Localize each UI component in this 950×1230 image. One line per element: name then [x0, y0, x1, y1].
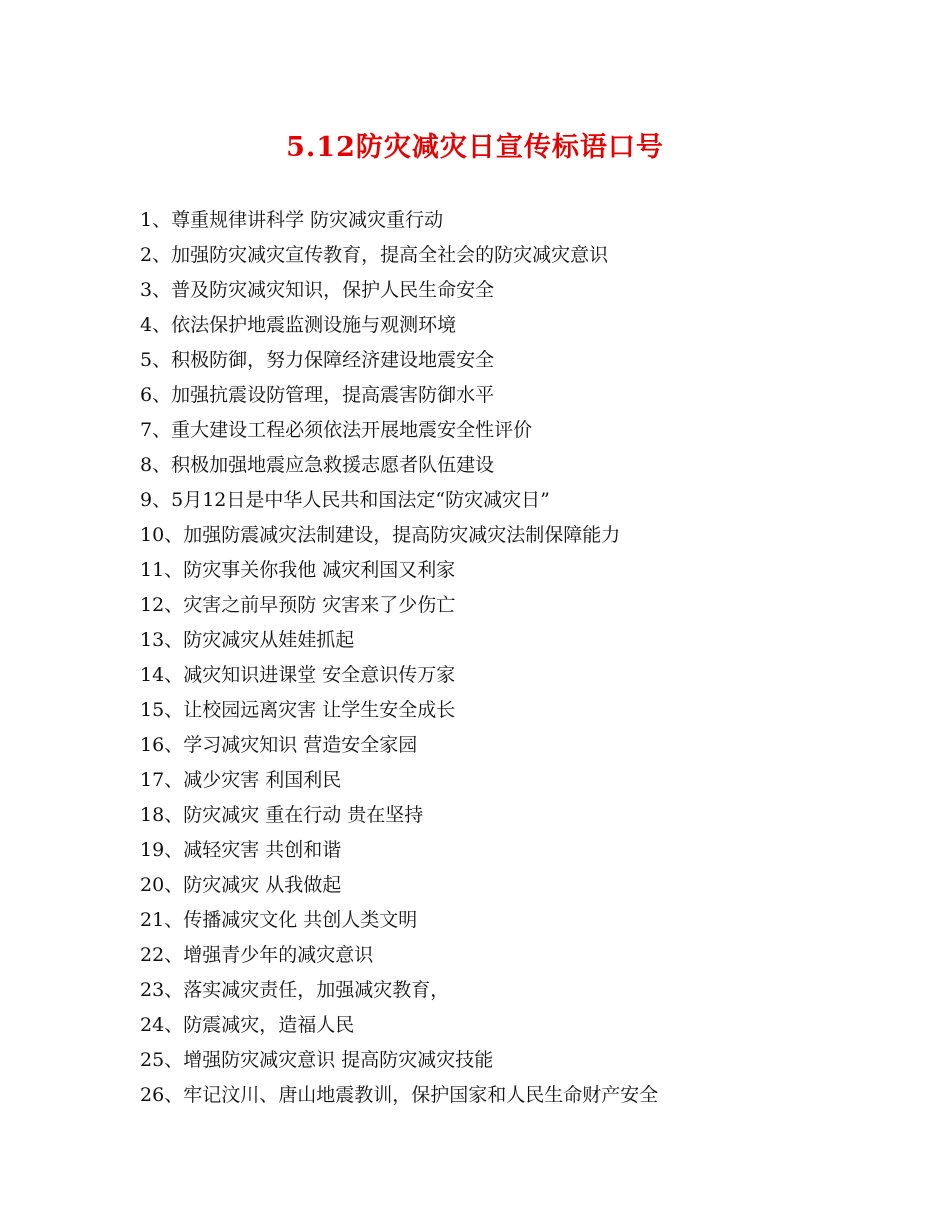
slogan-item — [140, 378, 900, 413]
slogan-separator: 、 — [164, 1014, 184, 1036]
slogan-separator: 、 — [164, 874, 184, 896]
slogan-separator: 、 — [152, 244, 172, 266]
slogan-item — [140, 483, 900, 518]
slogan-text: 积极加强地震应急救援志愿者队伍建设 — [171, 454, 495, 476]
slogan-list — [140, 203, 900, 1113]
slogan-number: 25 — [140, 1049, 165, 1071]
slogan-separator: 、 — [164, 979, 184, 1001]
slogan-item — [140, 553, 900, 588]
slogan-item — [140, 588, 900, 623]
slogan-number: 7 — [140, 419, 153, 441]
slogan-item — [140, 448, 900, 483]
slogan-text: 牢记汶川、唐山地震教训，保护国家和人民生命财产安全 — [183, 1084, 659, 1106]
slogan-separator: 、 — [164, 839, 184, 861]
slogan-number: 5 — [140, 349, 153, 371]
slogan-text: 重大建设工程必须依法开展地震安全性评价 — [171, 419, 533, 441]
slogan-item — [140, 308, 900, 343]
slogan-text: 积极防御，努力保障经济建设地震安全 — [171, 349, 495, 371]
slogan-text: 普及防灾减灾知识，保护人民生命安全 — [171, 279, 495, 301]
slogan-separator: 、 — [164, 734, 184, 756]
slogan-text: 加强抗震设防管理，提高震害防御水平 — [171, 384, 495, 406]
slogan-text: 防灾减灾 重在行动 贵在坚持 — [183, 804, 424, 826]
slogan-text: 减少灾害 利国利民 — [183, 769, 342, 791]
slogan-text: 加强防灾减灾宣传教育，提高全社会的防灾减灾意识 — [171, 244, 609, 266]
slogan-item — [140, 973, 900, 1008]
slogan-separator: 、 — [164, 594, 184, 616]
slogan-number: 4 — [140, 314, 153, 336]
slogan-text: 防灾事关你我他 减灾利国又利家 — [183, 559, 456, 581]
slogan-text: 学习减灾知识 营造安全家园 — [183, 734, 418, 756]
slogan-text: 灾害之前早预防 灾害来了少伤亡 — [183, 594, 456, 616]
slogan-item — [140, 693, 900, 728]
slogan-separator: 、 — [152, 349, 172, 371]
slogan-item — [140, 798, 900, 833]
slogan-text: 5月12日是中华人民共和国法定“防灾减灾日” — [171, 489, 550, 511]
slogan-number: 9 — [140, 489, 153, 511]
slogan-text: 防灾减灾从娃娃抓起 — [183, 629, 355, 651]
slogan-item — [140, 623, 900, 658]
slogan-separator: 、 — [164, 944, 184, 966]
slogan-text: 落实减灾责任，加强减灾教育， — [183, 979, 450, 1001]
slogan-item — [140, 728, 900, 763]
slogan-separator: 、 — [152, 209, 172, 231]
slogan-separator: 、 — [164, 629, 184, 651]
slogan-separator: 、 — [164, 804, 184, 826]
slogan-text: 依法保护地震监测设施与观测环境 — [171, 314, 457, 336]
slogan-separator: 、 — [164, 699, 184, 721]
slogan-number: 14 — [140, 664, 165, 686]
slogan-separator: 、 — [164, 909, 184, 931]
slogan-separator: 、 — [164, 559, 184, 581]
slogan-number: 3 — [140, 279, 153, 301]
slogan-number: 6 — [140, 384, 153, 406]
slogan-number: 8 — [140, 454, 153, 476]
slogan-number: 21 — [140, 909, 165, 931]
slogan-number: 22 — [140, 944, 165, 966]
slogan-number: 1 — [140, 209, 153, 231]
slogan-text: 尊重规律讲科学 防灾减灾重行动 — [171, 209, 444, 231]
slogan-separator: 、 — [152, 454, 172, 476]
slogan-number: 15 — [140, 699, 165, 721]
slogan-text: 防灾减灾 从我做起 — [183, 874, 342, 896]
slogan-number: 16 — [140, 734, 165, 756]
slogan-number: 13 — [140, 629, 165, 651]
slogan-text: 增强青少年的减灾意识 — [183, 944, 374, 966]
slogan-number: 10 — [140, 524, 165, 546]
slogan-number: 20 — [140, 874, 165, 896]
slogan-separator: 、 — [164, 524, 184, 546]
slogan-item — [140, 343, 900, 378]
slogan-separator: 、 — [164, 769, 184, 791]
slogan-number: 23 — [140, 979, 165, 1001]
slogan-text: 防震减灾，造福人民 — [183, 1014, 355, 1036]
slogan-item — [140, 203, 900, 238]
slogan-number: 19 — [140, 839, 165, 861]
slogan-number: 12 — [140, 594, 165, 616]
slogan-separator: 、 — [152, 314, 172, 336]
slogan-item — [140, 658, 900, 693]
slogan-item — [140, 1043, 900, 1078]
slogan-text: 减轻灾害 共创和谐 — [183, 839, 342, 861]
slogan-separator: 、 — [152, 489, 172, 511]
slogan-text: 减灾知识进课堂 安全意识传万家 — [183, 664, 456, 686]
slogan-item — [140, 763, 900, 798]
slogan-item — [140, 868, 900, 903]
slogan-number: 24 — [140, 1014, 165, 1036]
slogan-separator: 、 — [152, 419, 172, 441]
slogan-separator: 、 — [164, 664, 184, 686]
slogan-text: 加强防震减灾法制建设，提高防灾减灾法制保障能力 — [183, 524, 621, 546]
slogan-number: 26 — [140, 1084, 165, 1106]
slogan-item — [140, 833, 900, 868]
slogan-item — [140, 238, 900, 273]
slogan-item — [140, 903, 900, 938]
slogan-number: 11 — [140, 559, 165, 581]
slogan-number: 18 — [140, 804, 165, 826]
slogan-text: 传播减灾文化 共创人类文明 — [183, 909, 418, 931]
slogan-separator: 、 — [164, 1049, 184, 1071]
slogan-separator: 、 — [164, 1084, 184, 1106]
slogan-item — [140, 1078, 900, 1113]
slogan-item — [140, 518, 900, 553]
slogan-item — [140, 938, 900, 973]
slogan-separator: 、 — [152, 279, 172, 301]
slogan-text: 让校园远离灾害 让学生安全成长 — [183, 699, 456, 721]
slogan-separator: 、 — [152, 384, 172, 406]
slogan-item — [140, 1008, 900, 1043]
slogan-text: 增强防灾减灾意识 提高防灾减灾技能 — [183, 1049, 494, 1071]
slogan-item — [140, 413, 900, 448]
slogan-item — [140, 273, 900, 308]
slogan-number: 17 — [140, 769, 165, 791]
document-title: 5.12防灾减灾日宣传标语口号 — [286, 132, 664, 163]
slogan-number: 2 — [140, 244, 153, 266]
